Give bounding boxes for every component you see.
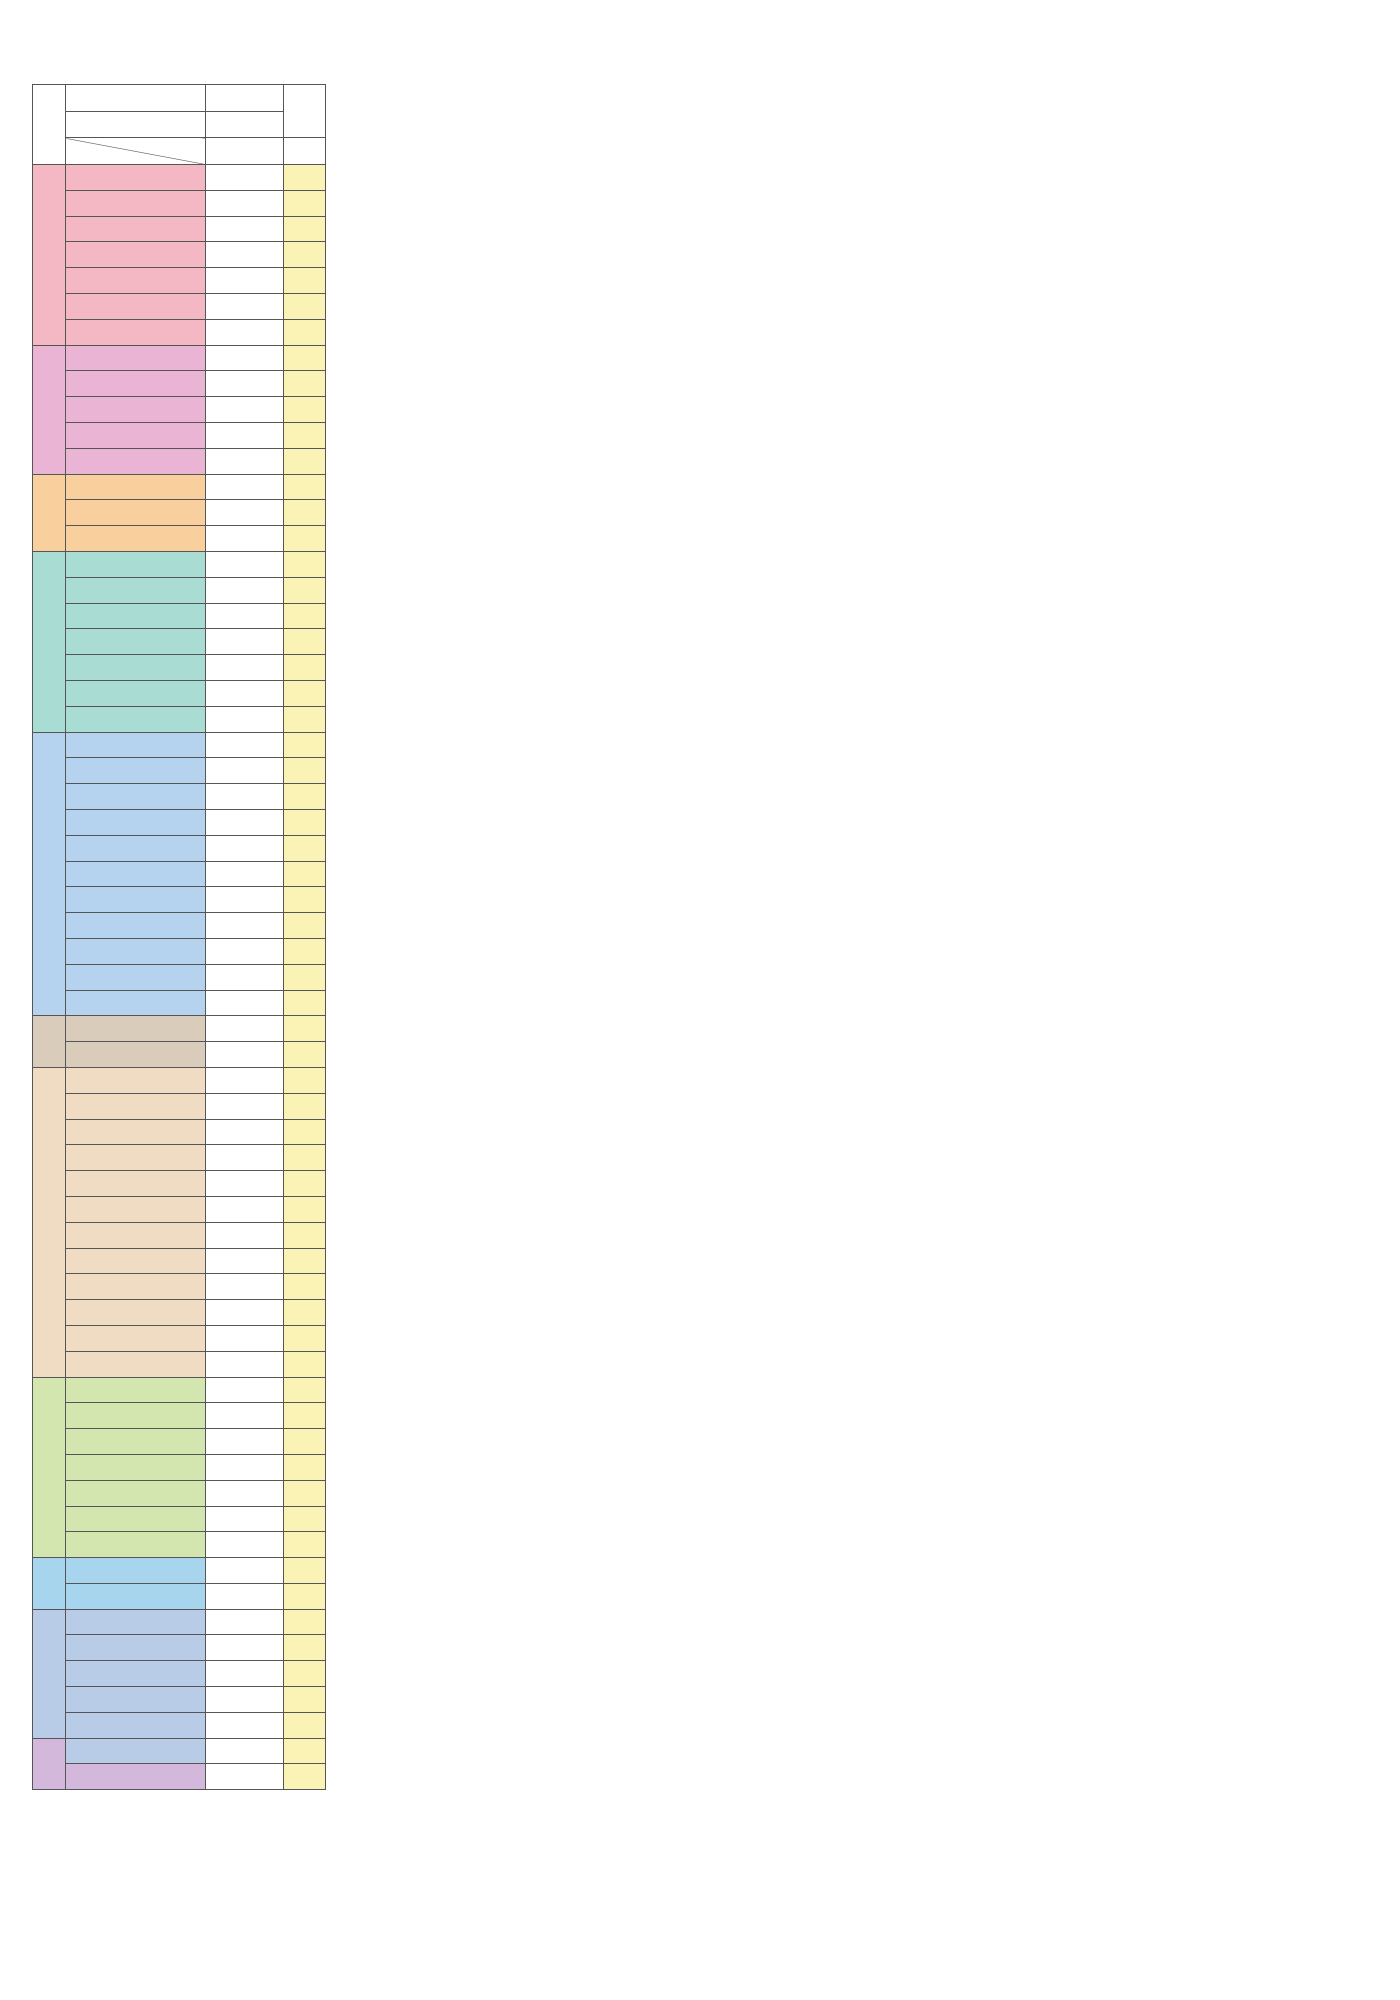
required-mark <box>284 1093 326 1119</box>
standard-units <box>206 1738 284 1764</box>
subject-name <box>66 629 206 655</box>
standard-units <box>206 1764 284 1790</box>
standard-units <box>206 1480 284 1506</box>
subject-row <box>33 474 326 500</box>
standard-units <box>206 1687 284 1713</box>
subject-name <box>66 1532 206 1558</box>
standard-units <box>206 1635 284 1661</box>
subject-name <box>66 294 206 320</box>
subject-row <box>33 1300 326 1326</box>
subject-row <box>33 552 326 578</box>
standard-units <box>206 1042 284 1068</box>
subject-row <box>33 1119 326 1145</box>
standard-units <box>206 1325 284 1351</box>
subject-row <box>33 1274 326 1300</box>
required-mark <box>284 397 326 423</box>
subject-name <box>66 938 206 964</box>
subject-name <box>66 1558 206 1584</box>
subject-row <box>33 1222 326 1248</box>
standard-units <box>206 732 284 758</box>
standard-units <box>206 577 284 603</box>
subject-row <box>33 294 326 320</box>
category-cell <box>33 1016 66 1068</box>
required-mark <box>284 1583 326 1609</box>
standard-units <box>206 1300 284 1326</box>
required-mark <box>284 913 326 939</box>
subject-row <box>33 526 326 552</box>
subject-name <box>66 887 206 913</box>
required-mark <box>284 1119 326 1145</box>
subject-row <box>33 681 326 707</box>
required-mark <box>284 1067 326 1093</box>
subject-name <box>66 1377 206 1403</box>
subject-row <box>33 1687 326 1713</box>
subject-row <box>33 500 326 526</box>
standard-units <box>206 1661 284 1687</box>
subject-name <box>66 500 206 526</box>
subject-name <box>66 1093 206 1119</box>
required-mark <box>284 938 326 964</box>
required-mark <box>284 1403 326 1429</box>
standard-units <box>206 294 284 320</box>
standard-units <box>206 268 284 294</box>
standard-units <box>206 526 284 552</box>
subject-row <box>33 655 326 681</box>
subject-row <box>33 345 326 371</box>
subject-name <box>66 1687 206 1713</box>
required-mark <box>284 552 326 578</box>
required-mark <box>284 758 326 784</box>
subject-name <box>66 423 206 449</box>
kyoka-header <box>33 85 66 165</box>
subject-row <box>33 861 326 887</box>
subject-name <box>66 268 206 294</box>
subject-name <box>66 758 206 784</box>
required-mark <box>284 990 326 1016</box>
standard-units <box>206 1558 284 1584</box>
standard-units <box>206 758 284 784</box>
standard-units <box>206 1067 284 1093</box>
standard-units <box>206 190 284 216</box>
subject-row <box>33 1145 326 1171</box>
standard-units <box>206 706 284 732</box>
subject-row <box>33 1171 326 1197</box>
subject-row <box>33 1403 326 1429</box>
required-mark <box>284 190 326 216</box>
required-mark <box>284 242 326 268</box>
subject-name <box>66 1454 206 1480</box>
subject-row <box>33 165 326 191</box>
subject-row <box>33 1583 326 1609</box>
subject-name <box>66 526 206 552</box>
category-cell <box>33 1377 66 1558</box>
subject-row <box>33 1712 326 1738</box>
subject-name <box>66 165 206 191</box>
standard-units <box>206 1248 284 1274</box>
standard-units <box>206 1712 284 1738</box>
subject-name <box>66 1738 206 1764</box>
subject-name <box>66 861 206 887</box>
required-mark <box>284 165 326 191</box>
subject-row <box>33 1558 326 1584</box>
subject-row <box>33 758 326 784</box>
required-mark <box>284 1016 326 1042</box>
subject-row <box>33 216 326 242</box>
category-cell <box>33 345 66 474</box>
required-mark <box>284 1687 326 1713</box>
standard-units <box>206 809 284 835</box>
required-mark <box>284 655 326 681</box>
standard-units <box>206 913 284 939</box>
subject-name <box>66 1119 206 1145</box>
subject-name <box>66 835 206 861</box>
required-mark <box>284 319 326 345</box>
required-mark <box>284 732 326 758</box>
subject-name <box>66 1300 206 1326</box>
subject-row <box>33 1325 326 1351</box>
required-mark <box>284 345 326 371</box>
subject-name <box>66 964 206 990</box>
category-cell <box>33 165 66 346</box>
required-mark <box>284 1454 326 1480</box>
subject-name <box>66 784 206 810</box>
standard-units <box>206 1119 284 1145</box>
subject-name <box>66 655 206 681</box>
subject-name <box>66 1067 206 1093</box>
required-mark <box>284 500 326 526</box>
required-mark <box>284 1171 326 1197</box>
required-mark <box>284 1325 326 1351</box>
standard-units <box>206 964 284 990</box>
subject-row <box>33 1609 326 1635</box>
subject-row <box>33 371 326 397</box>
subject-name <box>66 319 206 345</box>
subject-name <box>66 448 206 474</box>
subject-row <box>33 732 326 758</box>
subject-name <box>66 1506 206 1532</box>
required-mark <box>284 681 326 707</box>
required-mark <box>284 1764 326 1790</box>
subject-name <box>66 1145 206 1171</box>
category-cell <box>33 1738 66 1790</box>
subject-row <box>33 990 326 1016</box>
required-mark <box>284 294 326 320</box>
subject-row <box>33 913 326 939</box>
subject-row <box>33 268 326 294</box>
required-mark <box>284 1145 326 1171</box>
standard-units <box>206 1609 284 1635</box>
subject-name <box>66 1764 206 1790</box>
standard-units <box>206 448 284 474</box>
standard-units <box>206 681 284 707</box>
required-mark <box>284 1429 326 1455</box>
category-cell <box>33 1067 66 1377</box>
subject-name <box>66 1274 206 1300</box>
subject-name <box>66 990 206 1016</box>
standard-units <box>206 784 284 810</box>
subject-name <box>66 1480 206 1506</box>
subject-table <box>32 84 326 1790</box>
required-mark <box>284 629 326 655</box>
subject-row <box>33 1506 326 1532</box>
subject-row <box>33 964 326 990</box>
subject-row <box>33 190 326 216</box>
required-mark <box>284 1635 326 1661</box>
required-mark <box>284 1351 326 1377</box>
subject-name <box>66 732 206 758</box>
standard-units <box>206 423 284 449</box>
standard-units <box>206 835 284 861</box>
subject-name <box>66 1403 206 1429</box>
required-mark <box>284 577 326 603</box>
required-mark <box>284 1248 326 1274</box>
subject-row <box>33 887 326 913</box>
required-mark <box>284 371 326 397</box>
required-mark <box>284 1558 326 1584</box>
subject-row <box>33 1093 326 1119</box>
required-mark <box>284 809 326 835</box>
required-mark <box>284 706 326 732</box>
standard-units <box>206 655 284 681</box>
subject-row <box>33 1351 326 1377</box>
subject-row <box>33 1429 326 1455</box>
subject-row <box>33 1377 326 1403</box>
ruikei-header <box>66 111 206 138</box>
standard-units <box>206 1454 284 1480</box>
hissu-header <box>284 85 326 138</box>
hyojun-header <box>206 138 284 165</box>
standard-units <box>206 1506 284 1532</box>
subject-name <box>66 1042 206 1068</box>
subject-name <box>66 1248 206 1274</box>
subject-row <box>33 1454 326 1480</box>
standard-units <box>206 1351 284 1377</box>
standard-units <box>206 1171 284 1197</box>
standard-units <box>206 1583 284 1609</box>
subject-row <box>33 1480 326 1506</box>
standard-units <box>206 938 284 964</box>
required-mark <box>284 474 326 500</box>
subject-row <box>33 448 326 474</box>
required-mark <box>284 1532 326 1558</box>
required-mark <box>284 964 326 990</box>
subject-row <box>33 577 326 603</box>
subject-name <box>66 1583 206 1609</box>
subject-row <box>33 319 326 345</box>
subject-row <box>33 397 326 423</box>
required-mark <box>284 1661 326 1687</box>
subject-row <box>33 706 326 732</box>
category-cell <box>33 552 66 733</box>
category-cell <box>33 1609 66 1738</box>
subject-name <box>66 345 206 371</box>
subject-row <box>33 629 326 655</box>
subject-name <box>66 706 206 732</box>
subject-name <box>66 1351 206 1377</box>
standard-units <box>206 474 284 500</box>
standard-units <box>206 1222 284 1248</box>
standard-units <box>206 216 284 242</box>
required-mark <box>284 268 326 294</box>
category-cell <box>33 1558 66 1610</box>
subject-name <box>66 1661 206 1687</box>
subject-name <box>66 1171 206 1197</box>
subject-name <box>66 1609 206 1635</box>
required-mark <box>284 1377 326 1403</box>
required-mark <box>284 1300 326 1326</box>
subject-name <box>66 1429 206 1455</box>
standard-units <box>206 603 284 629</box>
subject-row <box>33 809 326 835</box>
required-mark <box>284 1712 326 1738</box>
subject-row <box>33 1635 326 1661</box>
subject-row <box>33 784 326 810</box>
subject-row <box>33 1248 326 1274</box>
standard-units <box>206 500 284 526</box>
subject-name <box>66 913 206 939</box>
standard-units <box>206 371 284 397</box>
required-mark <box>284 1609 326 1635</box>
subject-name <box>66 809 206 835</box>
standard-units <box>206 1145 284 1171</box>
subject-name <box>66 1196 206 1222</box>
subject-name <box>66 474 206 500</box>
required-mark <box>284 423 326 449</box>
standard-units <box>206 165 284 191</box>
subject-row <box>33 1042 326 1068</box>
subject-name <box>66 552 206 578</box>
required-mark <box>284 784 326 810</box>
required-mark <box>284 1042 326 1068</box>
subject-row <box>33 1661 326 1687</box>
subject-name <box>66 190 206 216</box>
subject-name <box>66 1016 206 1042</box>
subject-name <box>66 1635 206 1661</box>
category-cell <box>33 474 66 551</box>
standard-units <box>206 1196 284 1222</box>
required-mark <box>284 1506 326 1532</box>
subject-name <box>66 1325 206 1351</box>
standard-units <box>206 887 284 913</box>
kamoku-gakunen-header <box>66 138 206 165</box>
subject-name <box>66 397 206 423</box>
required-mark <box>284 835 326 861</box>
standard-units <box>206 319 284 345</box>
subject-row <box>33 835 326 861</box>
required-mark <box>284 1274 326 1300</box>
standard-units <box>206 1429 284 1455</box>
required-mark <box>284 216 326 242</box>
subject-row <box>33 1532 326 1558</box>
subject-name <box>66 681 206 707</box>
standard-units <box>206 345 284 371</box>
subject-name <box>66 1712 206 1738</box>
standard-units <box>206 990 284 1016</box>
required-mark <box>284 603 326 629</box>
subject-row <box>33 603 326 629</box>
required-mark <box>284 1738 326 1764</box>
subject-row <box>33 1016 326 1042</box>
required-mark <box>284 526 326 552</box>
subject-row <box>33 1764 326 1790</box>
subject-name <box>66 371 206 397</box>
standard-units <box>206 552 284 578</box>
course-header <box>66 85 206 112</box>
standard-units <box>206 1403 284 1429</box>
subject-name <box>66 603 206 629</box>
subject-row <box>33 1196 326 1222</box>
standard-units <box>206 1377 284 1403</box>
subject-row <box>33 938 326 964</box>
subject-name <box>66 242 206 268</box>
subject-row <box>33 423 326 449</box>
subject-row <box>33 242 326 268</box>
required-mark <box>284 887 326 913</box>
standard-units <box>206 861 284 887</box>
standard-units <box>206 242 284 268</box>
standard-units <box>206 1016 284 1042</box>
subject-name <box>66 577 206 603</box>
standard-units <box>206 1532 284 1558</box>
standard-units <box>206 1093 284 1119</box>
subject-name <box>66 1222 206 1248</box>
required-mark <box>284 448 326 474</box>
required-mark <box>284 861 326 887</box>
required-mark <box>284 1196 326 1222</box>
standard-units <box>206 1274 284 1300</box>
standard-units <box>206 397 284 423</box>
category-cell <box>33 732 66 1016</box>
subject-row <box>33 1738 326 1764</box>
subject-name <box>66 216 206 242</box>
required-mark <box>284 1480 326 1506</box>
subject-row <box>33 1067 326 1093</box>
standard-units <box>206 629 284 655</box>
required-mark <box>284 1222 326 1248</box>
